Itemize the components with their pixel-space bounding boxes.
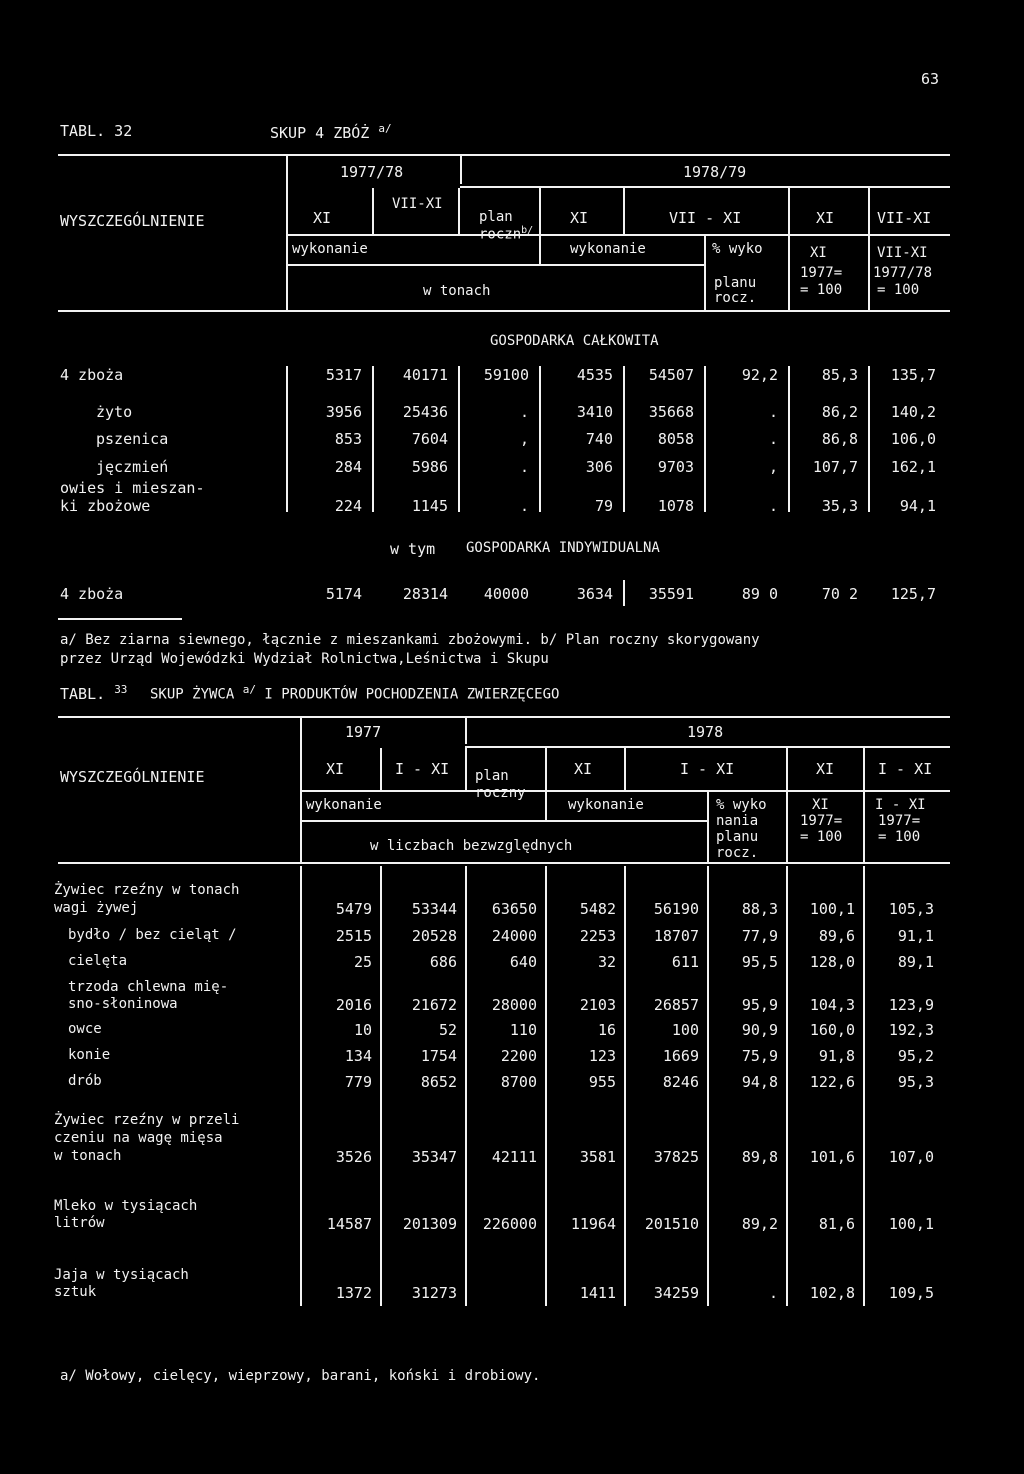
- t33-cell: 3526: [335, 1148, 372, 1166]
- t33-cell: 1411: [579, 1284, 616, 1302]
- t32-header-1978-79: 1978/79: [683, 163, 747, 181]
- t33-cell: 201510: [644, 1215, 699, 1233]
- t32-header-w-tonach: w tonach: [423, 283, 491, 299]
- t33-row-label: w tonach: [54, 1148, 122, 1164]
- t33-header-1977-eq-a: 1977=: [800, 813, 843, 829]
- t33-cell: 95,5: [741, 953, 778, 971]
- t33-cell: 88,3: [741, 900, 778, 918]
- t32-cell: 306: [585, 458, 613, 476]
- t32-cell: 79: [594, 497, 613, 515]
- t33-cell: 2103: [579, 996, 616, 1014]
- t32-section-gospodarka-indywidualna: GOSPODARKA INDYWIDUALNA: [466, 540, 660, 556]
- t32-footnote-2: przez Urząd Wojewódzki Wydział Rolnictwa,Leśnictwa i Skupu: [60, 651, 549, 667]
- t33-header-planu: planu: [716, 829, 759, 845]
- t32-cell: .: [519, 497, 529, 515]
- t33-cell: 90,9: [741, 1021, 778, 1039]
- t32-cell: 740: [585, 430, 613, 448]
- t32-header-xi: XI: [313, 209, 332, 227]
- t33-header-wyszczegolnienie: WYSZCZEGÓLNIENIE: [60, 768, 205, 786]
- t33-cell: 32: [597, 953, 616, 971]
- t32-footnote-1: a/ Bez ziarna siewnego, łącznie z mieszankami zbożowymi. b/ Plan roczny skorygowany: [60, 632, 760, 648]
- t33-cell: 2253: [579, 927, 616, 945]
- table-32-top-rule: [58, 154, 950, 156]
- t32-ind-cell: 28314: [402, 585, 448, 603]
- t32-header-xi-2: XI: [810, 245, 827, 261]
- t32-cell: 1145: [411, 497, 448, 515]
- t33-row-label: litrów: [54, 1215, 105, 1231]
- t33-cell: 95,9: [741, 996, 778, 1014]
- t33-row-label: Mleko w tysiącach: [54, 1198, 198, 1214]
- t33-cell: 56190: [653, 900, 699, 918]
- t32-row-label: ki zbożowe: [60, 497, 151, 515]
- t32-cell: 5317: [325, 366, 362, 384]
- t33-header-i-xi-index: I - XI: [878, 760, 933, 778]
- t33-cell: 26857: [653, 996, 699, 1014]
- t33-cell: 1372: [335, 1284, 372, 1302]
- t33-cell: 95,3: [897, 1073, 934, 1091]
- t32-cell: 3410: [576, 403, 613, 421]
- t33-cell: 52: [438, 1021, 457, 1039]
- t32-cell: 86,8: [821, 430, 858, 448]
- t32-header-eq-100-b: = 100: [877, 282, 920, 298]
- t32-header-xi-1978: XI: [570, 209, 589, 227]
- t33-cell: 2515: [335, 927, 372, 945]
- t33-cell: 24000: [491, 927, 537, 945]
- t33-header-i-xi-1978: I - XI: [680, 760, 735, 778]
- t32-header-1977-78: 1977/78: [340, 163, 404, 181]
- t32-cell: 92,2: [741, 366, 778, 384]
- t33-cell: 35347: [411, 1148, 457, 1166]
- t33-cell: 34259: [653, 1284, 699, 1302]
- t33-header-wykonanie-1978: wykonanie: [568, 797, 644, 813]
- t33-cell: 110: [509, 1021, 537, 1039]
- t32-ind-cell: 5174: [325, 585, 362, 603]
- t32-cell: .: [768, 430, 778, 448]
- t33-cell: 101,6: [809, 1148, 855, 1166]
- t33-cell: 109,5: [888, 1284, 934, 1302]
- t32-cell: 35668: [648, 403, 694, 421]
- t32-row-label: żyto: [96, 403, 133, 421]
- t32-row-label: 4 zboża: [60, 366, 124, 384]
- t32-cell: 284: [334, 458, 362, 476]
- t32-row-label: owies i mieszan-: [60, 479, 205, 497]
- t32-section-gospodarka-calkowita: GOSPODARKA CAŁKOWITA: [490, 333, 659, 349]
- t33-header-xi-1978: XI: [574, 760, 593, 778]
- t33-cell: 18707: [653, 927, 699, 945]
- t32-header-vii-xi-index: VII-XI: [877, 209, 932, 227]
- t33-footnote: a/ Wołowy, cielęcy, wieprzowy, barani, koński i drobiowy.: [60, 1368, 541, 1384]
- t32-ind-cell: 125,7: [890, 585, 936, 603]
- t32-cell: 40171: [402, 366, 448, 384]
- t33-row-label: wagi żywej: [54, 900, 139, 916]
- t33-cell: 20528: [411, 927, 457, 945]
- t32-cell: 1078: [657, 497, 694, 515]
- t32-header-vii-xi-2: VII-XI: [877, 245, 928, 261]
- t33-header-nania: nania: [716, 813, 759, 829]
- t33-cell: 100,1: [809, 900, 855, 918]
- t32-header-plan: plan: [479, 209, 513, 225]
- t32-header-planu: planu: [714, 275, 757, 291]
- t33-cell: 160,0: [809, 1021, 855, 1039]
- t33-cell: 134: [344, 1047, 372, 1065]
- table-33-title: SKUP ŻYWCA $^{a/}$ I PRODUKTÓW POCHODZENIA ZWIERZĘCEGO: [150, 683, 560, 703]
- t33-header-1978: 1978: [687, 723, 724, 741]
- t33-cell: 53344: [411, 900, 457, 918]
- t33-cell: 107,0: [888, 1148, 934, 1166]
- t32-header-wykonanie-1978: wykonanie: [570, 241, 646, 257]
- t33-cell: 91,1: [897, 927, 934, 945]
- t33-cell: .: [768, 1284, 778, 1302]
- table-32-title: SKUP 4 ZBÓŻ $^{a/}$: [270, 122, 392, 142]
- t32-cell: 86,2: [821, 403, 858, 421]
- t32-cell: 8058: [657, 430, 694, 448]
- t33-cell: 8246: [662, 1073, 699, 1091]
- t32-ind-cell: 89 0: [741, 585, 778, 603]
- t33-cell: 11964: [570, 1215, 616, 1233]
- t33-cell: 14587: [326, 1215, 372, 1233]
- t33-row-label: owce: [68, 1021, 102, 1037]
- t32-row-label: jęczmień: [96, 458, 169, 476]
- t33-cell: 2016: [335, 996, 372, 1014]
- t32-header-1977-78-eq: 1977/78: [873, 265, 933, 281]
- t33-cell: 611: [671, 953, 699, 971]
- t33-cell: 21672: [411, 996, 457, 1014]
- t32-header-1977-eq: 1977=: [800, 265, 843, 281]
- t33-cell: 201309: [402, 1215, 457, 1233]
- t32-header-vii-xi: VII-XI: [392, 196, 443, 212]
- t33-header-1977: 1977: [345, 723, 382, 741]
- t33-cell: 5482: [579, 900, 616, 918]
- t33-cell: 100: [671, 1021, 699, 1039]
- t33-header-eq-100-a: = 100: [800, 829, 843, 845]
- t32-cell: 9703: [657, 458, 694, 476]
- t33-cell: 102,8: [809, 1284, 855, 1302]
- t33-cell: 89,1: [897, 953, 934, 971]
- t33-cell: 81,6: [818, 1215, 855, 1233]
- t33-header-roczny: roczny: [475, 785, 526, 801]
- t32-header-pct-wyko: % wyko: [712, 241, 763, 257]
- t33-cell: 77,9: [741, 927, 778, 945]
- t33-cell: 28000: [491, 996, 537, 1014]
- t32-cell: 162,1: [890, 458, 936, 476]
- t33-cell: 10: [353, 1021, 372, 1039]
- t33-cell: 16: [597, 1021, 616, 1039]
- t33-cell: 31273: [411, 1284, 457, 1302]
- t33-row-label: trzoda chlewna mię-: [68, 979, 229, 995]
- t32-cell: .: [519, 403, 529, 421]
- t33-cell: 192,3: [888, 1021, 934, 1039]
- t32-cell: 7604: [411, 430, 448, 448]
- t33-cell: 89,2: [741, 1215, 778, 1233]
- t33-cell: 25: [353, 953, 372, 971]
- t32-cell: ,: [519, 430, 529, 448]
- t32-cell: 85,3: [821, 366, 858, 384]
- t33-row-label: konie: [68, 1047, 111, 1063]
- t33-cell: 2200: [500, 1047, 537, 1065]
- t33-row-label: Żywiec rzeźny w tonach: [54, 882, 240, 898]
- t33-cell: 5479: [335, 900, 372, 918]
- t32-header-vii-xi-1978: VII - XI: [669, 209, 742, 227]
- t32-cell: ,: [768, 458, 778, 476]
- t32-cell: 224: [334, 497, 362, 515]
- t33-cell: 123: [588, 1047, 616, 1065]
- t33-row-label: czeniu na wagę mięsa: [54, 1130, 223, 1146]
- t33-cell: 63650: [491, 900, 537, 918]
- t32-header-wykonanie-1977: wykonanie: [292, 241, 368, 257]
- t33-cell: 8652: [420, 1073, 457, 1091]
- t33-cell: 104,3: [809, 996, 855, 1014]
- t32-cell: 54507: [648, 366, 694, 384]
- t32-ind-row-label: 4 zboża: [60, 585, 124, 603]
- t33-header-i-xi: I - XI: [395, 760, 450, 778]
- t33-cell: 89,6: [818, 927, 855, 945]
- t33-cell: 779: [344, 1073, 372, 1091]
- t32-header-plan-roczny: roczn$^{b/}$: [479, 225, 534, 243]
- t33-cell: 42111: [491, 1148, 537, 1166]
- t32-ind-cell: 70 2: [821, 585, 858, 603]
- table-32-label: TABL. 32: [60, 122, 133, 140]
- t33-cell: 3581: [579, 1148, 616, 1166]
- t32-cell: .: [768, 497, 778, 515]
- t32-cell: 140,2: [890, 403, 936, 421]
- t33-header-xi-index: XI: [816, 760, 835, 778]
- t33-cell: 686: [429, 953, 457, 971]
- t33-row-label: sztuk: [54, 1284, 97, 1300]
- t32-cell: 106,0: [890, 430, 936, 448]
- t33-cell: 955: [588, 1073, 616, 1091]
- t32-cell: 25436: [402, 403, 448, 421]
- t33-cell: 1754: [420, 1047, 457, 1065]
- t33-cell: 8700: [500, 1073, 537, 1091]
- t32-cell: .: [519, 458, 529, 476]
- t33-cell: 75,9: [741, 1047, 778, 1065]
- t33-row-label: bydło / bez cieląt /: [68, 927, 237, 943]
- t33-header-eq-100-b: = 100: [878, 829, 921, 845]
- t33-header-wykonanie-1977: wykonanie: [306, 797, 382, 813]
- t32-cell: 135,7: [890, 366, 936, 384]
- t33-cell: 105,3: [888, 900, 934, 918]
- t33-cell: 128,0: [809, 953, 855, 971]
- t32-cell: 4535: [576, 366, 613, 384]
- t32-header-wyszczegolnienie: WYSZCZEGÓLNIENIE: [60, 212, 205, 230]
- t32-header-rocz: rocz.: [714, 290, 757, 306]
- t33-header-i-xi-2: I - XI: [875, 797, 926, 813]
- t33-cell: 122,6: [809, 1073, 855, 1091]
- t33-row-label: Żywiec rzeźny w przeli: [54, 1112, 240, 1128]
- t32-cell: 5986: [411, 458, 448, 476]
- t33-row-label: drób: [68, 1073, 102, 1089]
- t32-section-prefix: w tym: [390, 540, 436, 558]
- t33-header-1977-eq-b: 1977=: [878, 813, 921, 829]
- t32-cell: .: [768, 403, 778, 421]
- t33-cell: 37825: [653, 1148, 699, 1166]
- t32-cell: 59100: [483, 366, 529, 384]
- t32-header-xi-index: XI: [816, 209, 835, 227]
- t33-row-label: cielęta: [68, 953, 128, 969]
- t32-cell: 107,7: [812, 458, 858, 476]
- t33-cell: 100,1: [888, 1215, 934, 1233]
- t33-header-rocz: rocz.: [716, 845, 759, 861]
- t33-header-xi-2: XI: [812, 797, 829, 813]
- t33-row-label: sno-słoninowa: [68, 996, 178, 1012]
- t32-ind-cell: 40000: [483, 585, 529, 603]
- t33-header-plan: plan: [475, 768, 509, 784]
- page-number: 63: [921, 70, 940, 88]
- t33-cell: 640: [509, 953, 537, 971]
- t33-row-label: Jaja w tysiącach: [54, 1267, 189, 1283]
- t33-cell: 91,8: [818, 1047, 855, 1065]
- t33-cell: 94,8: [741, 1073, 778, 1091]
- t33-header-xi: XI: [326, 760, 345, 778]
- t32-ind-cell: 35591: [648, 585, 694, 603]
- t33-header-units: w liczbach bezwzględnych: [370, 838, 573, 854]
- table-33-label: TABL. $^{33}$: [60, 683, 128, 703]
- t33-cell: 89,8: [741, 1148, 778, 1166]
- t33-cell: 226000: [482, 1215, 537, 1233]
- t32-cell: 35,3: [821, 497, 858, 515]
- t33-header-pct-wyko: % wyko: [716, 797, 767, 813]
- t33-cell: 95,2: [897, 1047, 934, 1065]
- t33-cell: 1669: [662, 1047, 699, 1065]
- t32-header-eq-100-a: = 100: [800, 282, 843, 298]
- t32-cell: 94,1: [899, 497, 936, 515]
- t33-cell: 123,9: [888, 996, 934, 1014]
- t32-row-label: pszenica: [96, 430, 169, 448]
- t32-ind-cell: 3634: [576, 585, 613, 603]
- t32-cell: 3956: [325, 403, 362, 421]
- t32-cell: 853: [334, 430, 362, 448]
